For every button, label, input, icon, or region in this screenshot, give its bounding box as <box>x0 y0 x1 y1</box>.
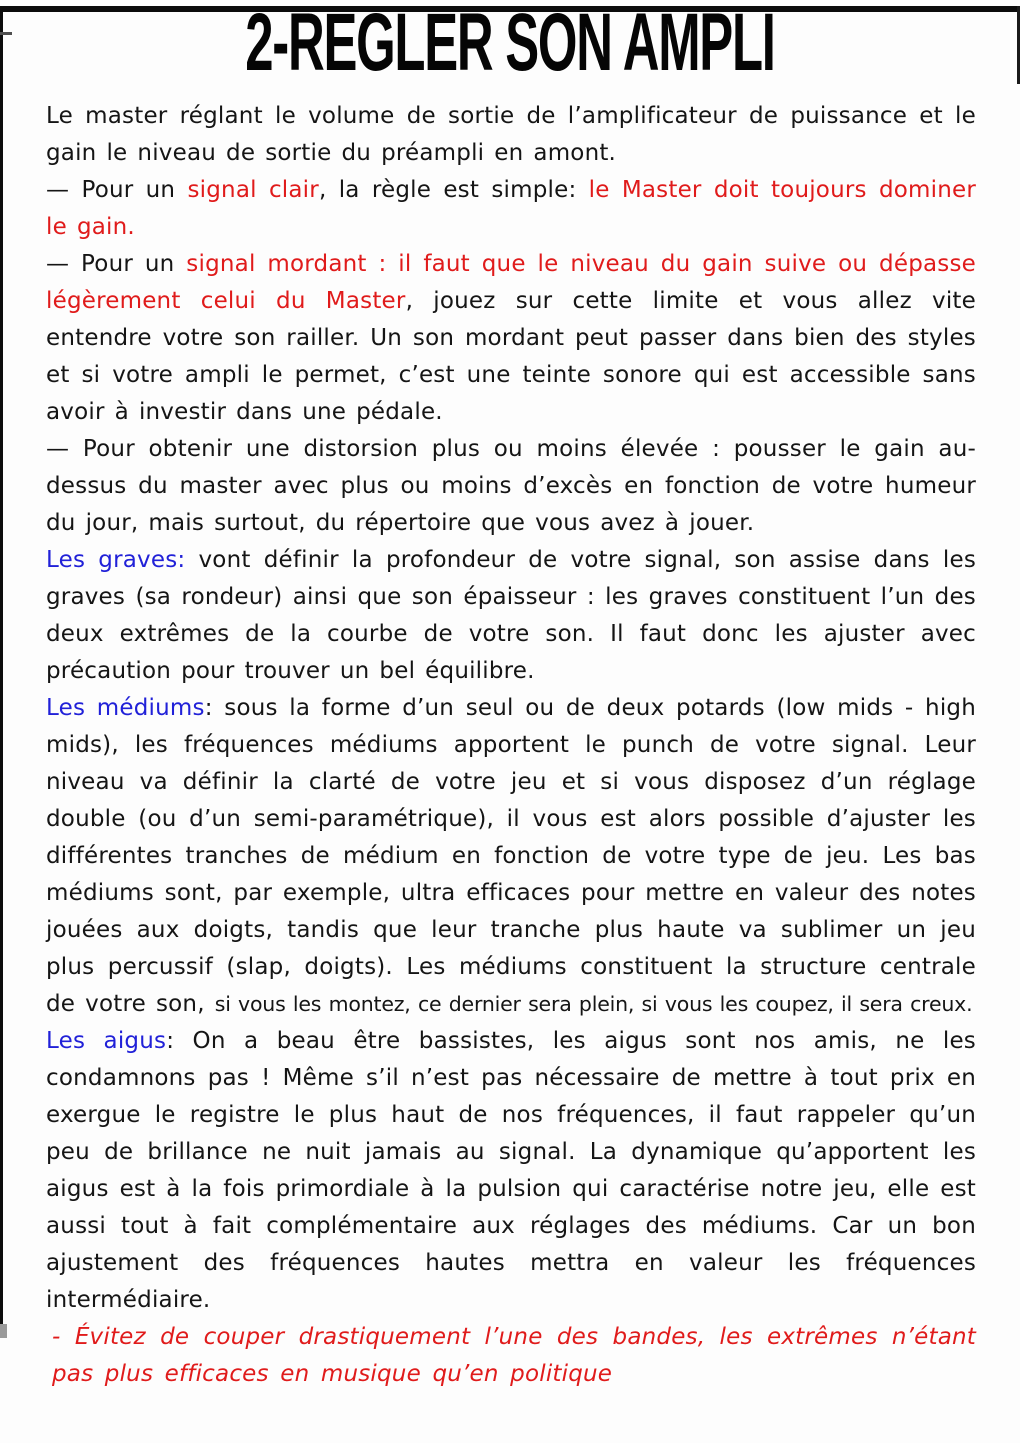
text-segment-red: - Évitez de couper drastiquement l’une des bandes, les extrêmes n’étant pas plus efficaces en musique qu’en politique <box>52 1324 976 1387</box>
text-segment-black: , la règle est simple: <box>318 177 589 203</box>
text-segment-red: signal clair <box>187 177 319 203</box>
text-segment-red: le Master doit toujours dominer le gain. <box>46 177 976 240</box>
document-body <box>0 80 1020 1393</box>
paragraph-distorsion <box>46 431 976 542</box>
text-segment-red: signal mordant : il faut que le niveau du gain suive ou dépasse légèrement celui du Master <box>46 251 976 314</box>
text-segment-black: : On a beau être bassistes, les aigus sont nos amis, ne les condamnons pas ! Même s’il n’est pas nécessaire de mettre à tout prix en exergue le registre le plus haut de nos fréquences, il faut rappeler qu’un peu de brillance ne nuit jamais au signal. La dynamique qu’apportent les aigus est à la fois primordiale à la pulsion qui caractérise notre jeu, elle est aussi tout à fait complémentaire aux réglages des médiums. Car un bon ajustement des fréquences hautes mettra en valeur les fréquences intermédiaire. <box>46 1028 976 1313</box>
text-segment-black: — Pour un <box>46 251 187 277</box>
scan-artifact-tick-mark <box>0 32 12 35</box>
text-segment-black: — Pour un <box>46 177 188 203</box>
text-segment-blue: Les médiums <box>46 695 205 721</box>
paragraph-les-mediums <box>46 690 976 1023</box>
text-segment-blue: Les graves: <box>46 547 186 573</box>
paragraph-signal-clair <box>46 172 976 246</box>
scan-artifact-smudge <box>0 1324 7 1338</box>
paragraph-master-gain-intro <box>46 98 976 172</box>
text-segment-black: vont définir la profondeur de votre signal, son assise dans les graves (sa rondeur) ainsi que son épaisseur : les graves constituent l’un des deux extrêmes de la courbe de votre son. Il faut donc les ajuster avec précaution pour trouver un bel équilibre. <box>46 547 977 684</box>
scan-artifact-left-edge <box>0 6 3 1338</box>
text-segment-black: — Pour obtenir une distorsion plus ou moins élevée : pousser le gain au-dessus du master avec plus ou moins d’excès en fonction de votre humeur du jour, mais surtout, du répertoire que vous avez à jouer. <box>46 436 976 536</box>
page-title-text: 2-REGLER SON AMPLI <box>245 0 775 88</box>
text-segment-black: , jouez sur cette limite et vous allez vite entendre votre son railler. Un son mordant peut passer dans bien des styles et si votre ampli le permet, c’est une teinte sonore qui est accessible sans avoir à investir dans une pédale. <box>46 288 976 425</box>
text-segment-black: si vous les montez, ce dernier sera plein, si vous les coupez, il sera creux. <box>214 992 973 1016</box>
text-segment-black: : sous la forme d’un seul ou de deux potards (low mids - high mids), les fréquences médiums apportent le punch de votre signal. Leur niveau va définir la clarté de votre jeu et si vous disposez d’un réglage double (ou d’un semi-paramétrique), il vous est alors possible d’ajuster les différentes tranches de médium en fonction de votre type de jeu. Les bas médiums sont, par exemple, ultra efficaces pour mettre en valeur des notes jouées aux doigts, tandis que leur tranche plus haute va sublimer un jeu plus percussif (slap, doigts). Les médiums constituent la structure centrale de votre son, <box>46 695 976 1017</box>
paragraph-signal-mordant <box>46 246 976 431</box>
paragraph-avertissement-final <box>46 1319 976 1393</box>
text-segment-black: Le master réglant le volume de sortie de l’amplificateur de puissance et le gain le niveau de sortie du préampli en amont. <box>46 103 976 166</box>
paragraph-les-graves <box>46 542 976 690</box>
text-segment-blue: Les aigus <box>46 1028 167 1054</box>
paragraph-les-aigus <box>46 1023 976 1319</box>
page-title <box>0 0 1020 88</box>
